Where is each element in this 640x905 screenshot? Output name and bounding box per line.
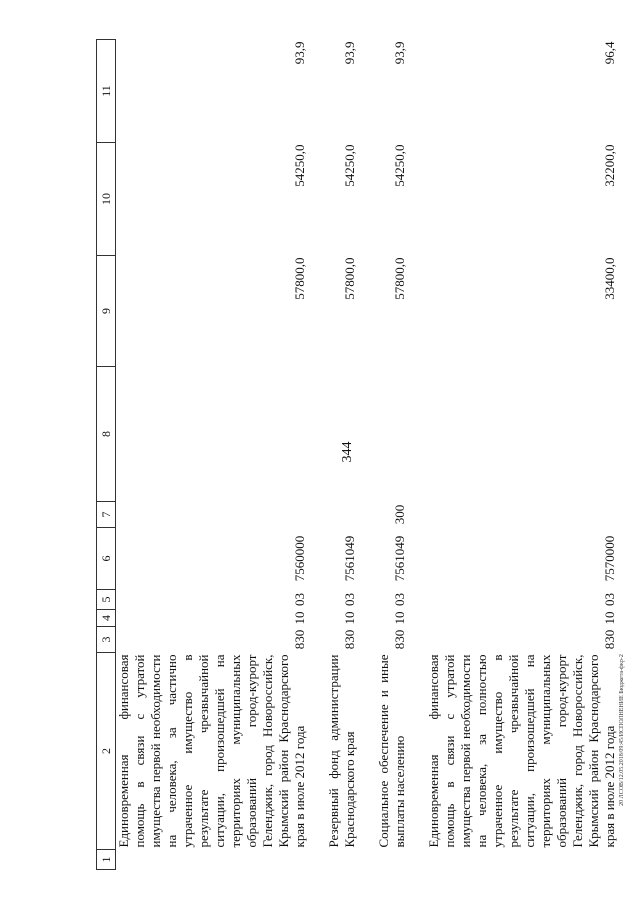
row-col-7 — [116, 502, 309, 528]
row-col-5: 03 — [292, 593, 307, 606]
row-col-6: 7560000 — [292, 535, 307, 582]
row-col-8 — [116, 367, 309, 502]
row-col-3: 830 — [342, 629, 357, 650]
row-name: Резервный фонд администрации Краснодарского края — [326, 654, 357, 848]
row-col-10: 32200,0 — [602, 144, 617, 187]
header-col-3: 3 — [97, 627, 116, 653]
row-col-8 — [376, 367, 408, 502]
row-col-11: 93,9 — [342, 41, 357, 65]
table-row — [376, 40, 408, 870]
footer-note: 20 ЛСОВ/12.05.2018/09:45/ИСПОЛНЕНИЕ Бюджета-фкр-2 — [619, 654, 625, 806]
header-col-10: 10 — [97, 143, 116, 256]
row-col-5: 03 — [342, 593, 357, 606]
row-col-6: 7561049 — [342, 535, 357, 582]
header-col-4: 4 — [97, 610, 116, 627]
header-col-11: 11 — [97, 40, 116, 143]
row-col-10: 54250,0 — [292, 144, 307, 187]
budget-table — [96, 39, 618, 870]
header-col-1: 1 — [97, 850, 116, 870]
table-row — [116, 40, 309, 870]
header-row — [97, 40, 116, 870]
rotated-sheet — [96, 40, 624, 870]
row-spacer — [408, 40, 426, 870]
header-col-7: 7 — [97, 502, 116, 528]
row-col-10: 54250,0 — [392, 144, 407, 187]
row-name: Единовременная финансовая помощь в связи с утратой имущества первой необходимости на человека, за частично утраченное имущество в результате чрезвычайной ситуации, произошедшей на территориях муниципальных образований город-курорт Геленджик, город Новороссийск, Крымский район Краснодарского края в июле 2012 года — [116, 654, 307, 848]
row-col-4: 10 — [392, 611, 407, 625]
row-col-7 — [326, 502, 358, 528]
row-col-4: 10 — [292, 611, 307, 625]
row-col-5: 03 — [602, 593, 617, 606]
row-col-6: 7561049 — [392, 535, 407, 582]
row-col-3: 830 — [602, 629, 617, 650]
header-col-8: 8 — [97, 367, 116, 502]
header-col-5: 5 — [97, 590, 116, 610]
row-col-8 — [326, 367, 358, 502]
row-col-11: 93,9 — [292, 41, 307, 65]
row-col-9: 57800,0 — [342, 257, 357, 300]
row-col-11: 96,4 — [602, 41, 617, 65]
page-number: 344 — [340, 441, 355, 463]
row-col-4: 10 — [602, 611, 617, 625]
row-col-6: 7570000 — [602, 535, 617, 582]
row-spacer — [358, 40, 376, 870]
row-col-11: 93,9 — [392, 41, 407, 65]
row-name: Социальное обеспечение и иные выплаты населению — [376, 654, 407, 848]
header-col-2: 2 — [97, 653, 116, 850]
row-col-9: 33400,0 — [602, 257, 617, 300]
row-col-3: 830 — [392, 629, 407, 650]
row-col-10: 54250,0 — [342, 144, 357, 187]
row-col-7: 300 — [392, 504, 407, 525]
header-col-9: 9 — [97, 256, 116, 367]
row-spacer — [308, 40, 326, 870]
row-name: Единовременная финансовая помощь в связи с утратой имущества первой необходимости на человека, за полностью утраченное имущество в результате чрезвычайной ситуации, произошедшей на территориях муниципальных образований город-курорт Геленджик, город Новороссийск, Крымский район Краснодарского края в июле 2012 года — [426, 654, 617, 848]
row-col-7 — [426, 502, 618, 528]
row-col-5: 03 — [392, 593, 407, 606]
row-col-4: 10 — [342, 611, 357, 625]
table-row — [426, 40, 618, 870]
row-col-8 — [426, 367, 618, 502]
row-col-3: 830 — [292, 629, 307, 650]
row-col-9: 57800,0 — [392, 257, 407, 300]
table-row — [326, 40, 358, 870]
header-col-6: 6 — [97, 528, 116, 590]
row-col-9: 57800,0 — [292, 257, 307, 300]
